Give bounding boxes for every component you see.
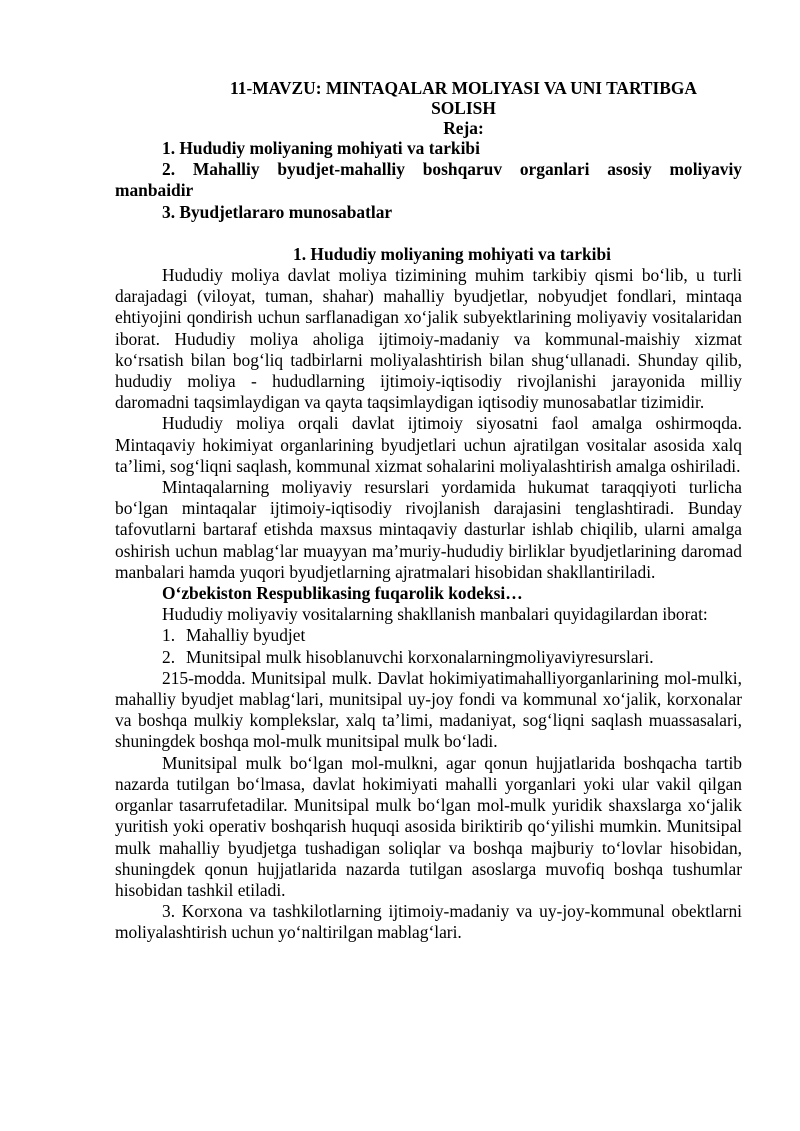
plan-item-1: 1. Hududiy moliyaning mohiyati va tarkibi	[162, 138, 480, 158]
list-item	[115, 625, 742, 646]
list-item-number: 2.	[162, 646, 176, 667]
plan-heading: Reja:	[443, 118, 484, 138]
document-title-line-2: SOLISH	[431, 98, 496, 118]
plan-item-2: 2. Mahalliy byudjet-mahalliy boshqaruv organlari asosiy moliyaviy manbaidir	[115, 159, 742, 201]
document-title-line-1: 11-MAVZU: MINTAQALAR MOLIYASI VA UNI TARTIBGA	[230, 78, 697, 98]
document-page	[115, 78, 742, 944]
section-heading: 1. Hududiy moliyaning mohiyati va tarkibi	[293, 243, 611, 264]
list-item-text: Mahalliy byudjet	[186, 625, 306, 646]
paragraph-1: Hududiy moliya davlat moliya tizimining muhim tarkibiy qismi bo‘lib, u turli darajadagi (viloyat, tuman, shahar) mahalliy byudjetlar, nobyudjet fondlari, mintaqa ehtiyojini qondirish uchun sarflanadigan xo‘jalik subyektlarining moliyaviy vositalaridan iborat. Hududiy moliya aholiga ijtimoiy-madaniy va kommunal-maishiy xizmat ko‘rsatish bilan bog‘liq tadbirlarni moliyalashtirish bilan shug‘ullanadi. Shunday qilib, hududiy moliya - hududlarning ijtimoiy-iqtisodiy rivojlanishi jarayonida milliy daromadni taqsimlaydigan va qayta taqsimlaydigan iqtisodiy munosabatlar tizimidir.	[115, 265, 742, 413]
list-item	[115, 647, 742, 668]
civil-code-heading: O‘zbekiston Respublikasing fuqarolik kodeksi…	[162, 583, 523, 604]
paragraph-2: Hududiy moliya orqali davlat ijtimoiy siyosatni faol amalga oshirmoqda. Mintaqaviy hokimiyat organlarining byudjetlari uchun ajratilgan vositalar asosida xalq ta’limi, sog‘liqni saqlash, kommunal xizmat sohalarini moliyalashtirish amalga oshiriladi.	[115, 413, 742, 476]
article-215-paragraph: 215-modda. Munitsipal mulk. Davlat hokimiyatimahalliyorganlarining mol-mulki, mahalliy byudjet mablag‘lari, munitsipal uy-joy fondi va kommunal xo‘jalik, korxonalar va boshqa mulkiy komplekslar, xalq ta’limi, madaniyat, sog‘liqni saqlash muassasalari, shuningdek boshqa mol-mulk munitsipal mulk bo‘ladi.	[115, 667, 742, 752]
paragraph-3: Mintaqalarning moliyaviy resurslari yordamida hukumat taraqqiyoti turlicha bo‘lgan mintaqalar ijtimoiy-iqtisodiy rivojlanish darajasini tenglashtiradi. Bunday tafovutlarni bartaraf etishda maxsus mintaqaviy dasturlar ishlab chiqilib, ularni amalga oshirish uchun mablag‘lar muayyan ma’muriy-hududiy birliklar byudjetlarining daromad manbalari hamda yuqori byudjetlarning ajratmalari hisobidan shakllantiriladi.	[115, 477, 742, 582]
sources-intro: Hududiy moliyaviy vositalarning shakllanish manbalari quyidagilardan iborat:	[162, 604, 708, 625]
final-paragraph: 3. Korxona va tashkilotlarning ijtimoiy-madaniy va uy-joy-kommunal obektlarni moliyalashtirish uchun yo‘naltirilgan mablag‘lari.	[115, 901, 742, 943]
list-item-number: 1.	[162, 625, 176, 646]
municipal-property-paragraph: Munitsipal mulk bo‘lgan mol-mulkni, agar qonun hujjatlarida boshqacha tartib nazarda tutilgan bo‘lmasa, davlat hokimiyati mahalli yorganlari yoki ular vakil qilgan organlar tasarrufetadilar. Munitsipal mulk bo‘lgan mol-mulk yuridik shaxslarga xo‘jalik yuritish yoki operativ boshqarish huquqi asosida biriktirib qo‘yilishi mumkin. Munitsipal mulk mahalliy byudjetga tushadigan soliqlar va boshqa majburiy to‘lovlar hisobidan, shuningdek qonun hujjatlarida nazarda tutilgan asoslarga muvofiq boshqa tushumlar hisobidan tashkil etiladi.	[115, 752, 742, 900]
plan-item-3: 3. Byudjetlararo munosabatlar	[162, 201, 393, 222]
list-item-text: Munitsipal mulk hisoblanuvchi korxonalarningmoliyaviyresurslari.	[186, 646, 654, 667]
